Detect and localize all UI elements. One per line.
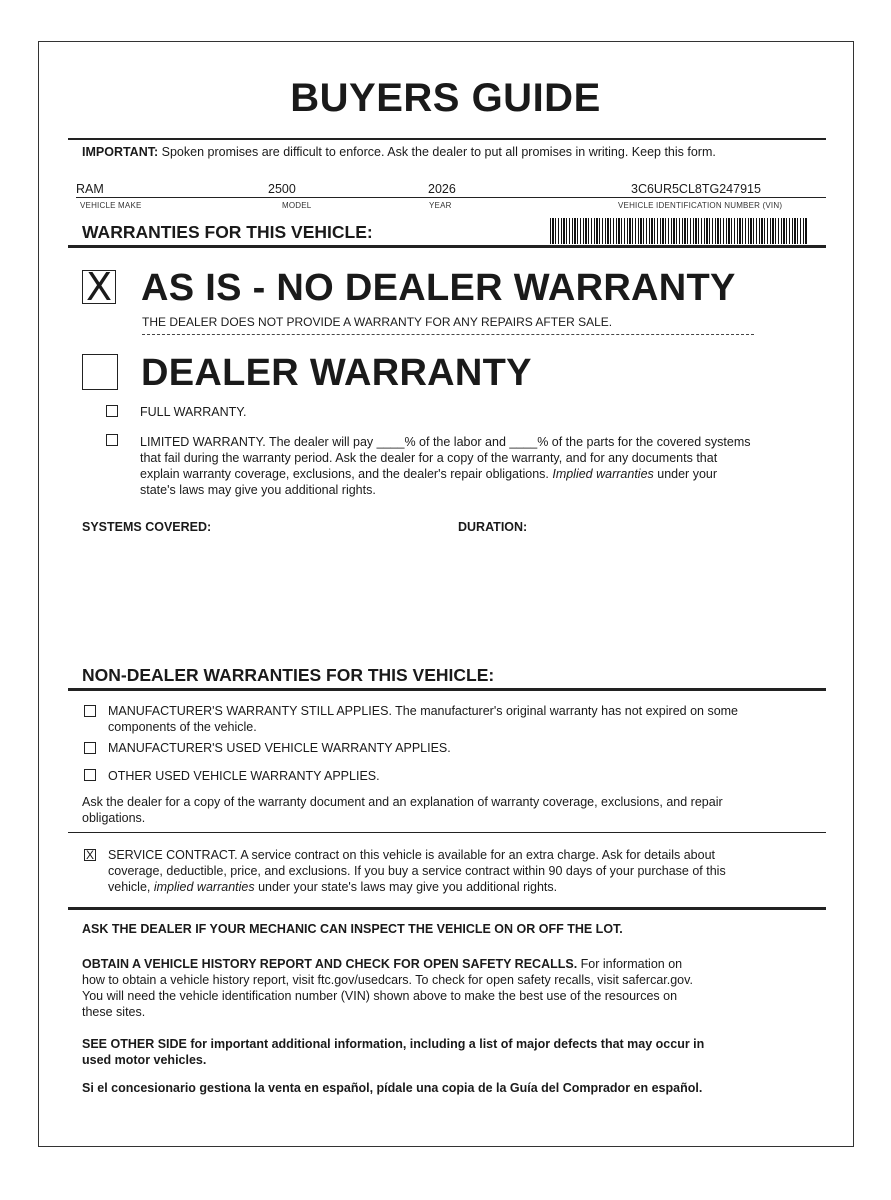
divider — [68, 832, 826, 833]
ask-dealer-line: Ask the dealer for a copy of the warranty document and an explanation of warranty coverage, exclusions, and repair — [82, 795, 723, 809]
dealer-warranty-title: DEALER WARRANTY — [141, 352, 532, 394]
other-used-warranty-checkbox[interactable] — [84, 769, 96, 781]
as-is-checkbox[interactable]: X — [82, 270, 116, 304]
see-other-side-line: used motor vehicles. — [82, 1053, 207, 1067]
as-is-subtitle: THE DEALER DOES NOT PROVIDE A WARRANTY FOR ANY REPAIRS AFTER SALE. — [142, 315, 613, 329]
page-title: BUYERS GUIDE — [290, 76, 601, 120]
limited-warranty-line: that fail during the warranty period. Ask the dealer for a copy of the warranty, and for any documents that — [140, 451, 718, 465]
ask-dealer-text — [82, 794, 723, 826]
history-report-text — [82, 956, 693, 1020]
duration-label: DURATION: — [458, 520, 528, 534]
important-label: IMPORTANT: — [82, 145, 159, 159]
vehicle-make-value: RAM — [76, 182, 104, 196]
limited-warranty-line: LIMITED WARRANTY. The dealer will pay ____% of the labor and ____% of the parts for the covered systems — [140, 435, 751, 449]
history-report-line — [82, 956, 693, 972]
see-other-side-line: SEE OTHER SIDE for important additional information, including a list of major defects that may occur in — [82, 1037, 705, 1051]
vehicle-vin-label: VEHICLE IDENTIFICATION NUMBER (VIN) — [618, 201, 783, 210]
service-contract-line: coverage, deductible, price, and exclusions. If you buy a service contract within 90 days of your purchase of this — [108, 864, 726, 878]
vehicle-year-label: YEAR — [429, 201, 452, 210]
implied-warranties-italic: implied warranties — [153, 880, 255, 894]
history-report-line: You will need the vehicle identification number (VIN) shown above to make the best use of the resources on — [82, 989, 678, 1003]
service-contract-line — [108, 879, 726, 895]
vehicle-vin-value: 3C6UR5CL8TG247915 — [631, 182, 761, 196]
service-contract-text-span: under your state's laws may give you additional rights. — [254, 880, 558, 894]
dashed-separator — [142, 334, 754, 335]
service-contract-text-span: vehicle, — [108, 880, 154, 894]
limited-warranty-line — [140, 466, 820, 482]
history-report-span: For information on — [577, 957, 683, 971]
manufacturer-used-warranty-label: MANUFACTURER'S USED VEHICLE WARRANTY APPLIES. — [108, 741, 451, 755]
service-contract-checkbox[interactable]: X — [85, 848, 94, 862]
warranties-heading: WARRANTIES FOR THIS VEHICLE: — [82, 222, 373, 242]
vehicle-field-line — [76, 197, 826, 198]
manufacturer-used-warranty-checkbox[interactable] — [84, 742, 96, 754]
divider — [68, 688, 826, 691]
limited-warranty-text-span: under your — [653, 467, 718, 481]
limited-warranty-line: state's laws may give you additional rights. — [140, 483, 376, 497]
vehicle-model-label: MODEL — [282, 201, 312, 210]
manufacturer-warranty-checkbox[interactable] — [84, 705, 96, 717]
spanish-notice: Si el concesionario gestiona la venta en español, pídale una copia de la Guía del Comprador en español. — [82, 1081, 703, 1095]
history-report-bold: OBTAIN A VEHICLE HISTORY REPORT AND CHECK FOR OPEN SAFETY RECALLS. — [82, 957, 578, 971]
systems-covered-label: SYSTEMS COVERED: — [82, 520, 212, 534]
manufacturer-warranty-line: components of the vehicle. — [108, 720, 257, 734]
full-warranty-checkbox[interactable] — [106, 405, 118, 417]
vin-barcode — [550, 218, 808, 244]
vehicle-make-label: VEHICLE MAKE — [80, 201, 142, 210]
service-contract-line: SERVICE CONTRACT. A service contract on this vehicle is available for an extra charge. Ask for details about — [108, 848, 715, 862]
other-used-warranty-label: OTHER USED VEHICLE WARRANTY APPLIES. — [108, 769, 380, 783]
manufacturer-warranty-line: MANUFACTURER'S WARRANTY STILL APPLIES. The manufacturer's original warranty has not expired on some — [108, 704, 739, 718]
manufacturer-warranty-text — [108, 703, 738, 735]
history-report-line: these sites. — [82, 1005, 146, 1019]
vehicle-model-value: 2500 — [268, 182, 296, 196]
see-other-side-text — [82, 1036, 704, 1068]
history-report-line: how to obtain a vehicle history report, visit ftc.gov/usedcars. To check for open safety recalls, visit safercar.gov. — [82, 973, 693, 987]
full-warranty-label: FULL WARRANTY. — [140, 405, 247, 419]
limited-warranty-checkbox[interactable] — [106, 434, 118, 446]
as-is-title: AS IS - NO DEALER WARRANTY — [141, 267, 736, 309]
non-dealer-heading: NON-DEALER WARRANTIES FOR THIS VEHICLE: — [82, 665, 495, 685]
dealer-warranty-checkbox[interactable] — [82, 354, 118, 390]
limited-warranty-text-span: explain warranty coverage, exclusions, and the dealer's repair obligations. — [140, 467, 553, 481]
divider — [68, 907, 826, 910]
inspect-notice: ASK THE DEALER IF YOUR MECHANIC CAN INSPECT THE VEHICLE ON OR OFF THE LOT. — [82, 922, 623, 936]
ask-dealer-line: obligations. — [82, 811, 146, 825]
important-notice — [82, 145, 716, 159]
important-text: Spoken promises are difficult to enforce. Ask the dealer to put all promises in writing. Keep this form. — [161, 145, 716, 159]
limited-warranty-text — [140, 434, 820, 498]
vehicle-year-value: 2026 — [428, 182, 456, 196]
divider — [68, 245, 826, 248]
service-contract-text — [108, 847, 726, 895]
divider — [68, 138, 826, 140]
implied-warranties-italic: Implied warranties — [552, 467, 654, 481]
